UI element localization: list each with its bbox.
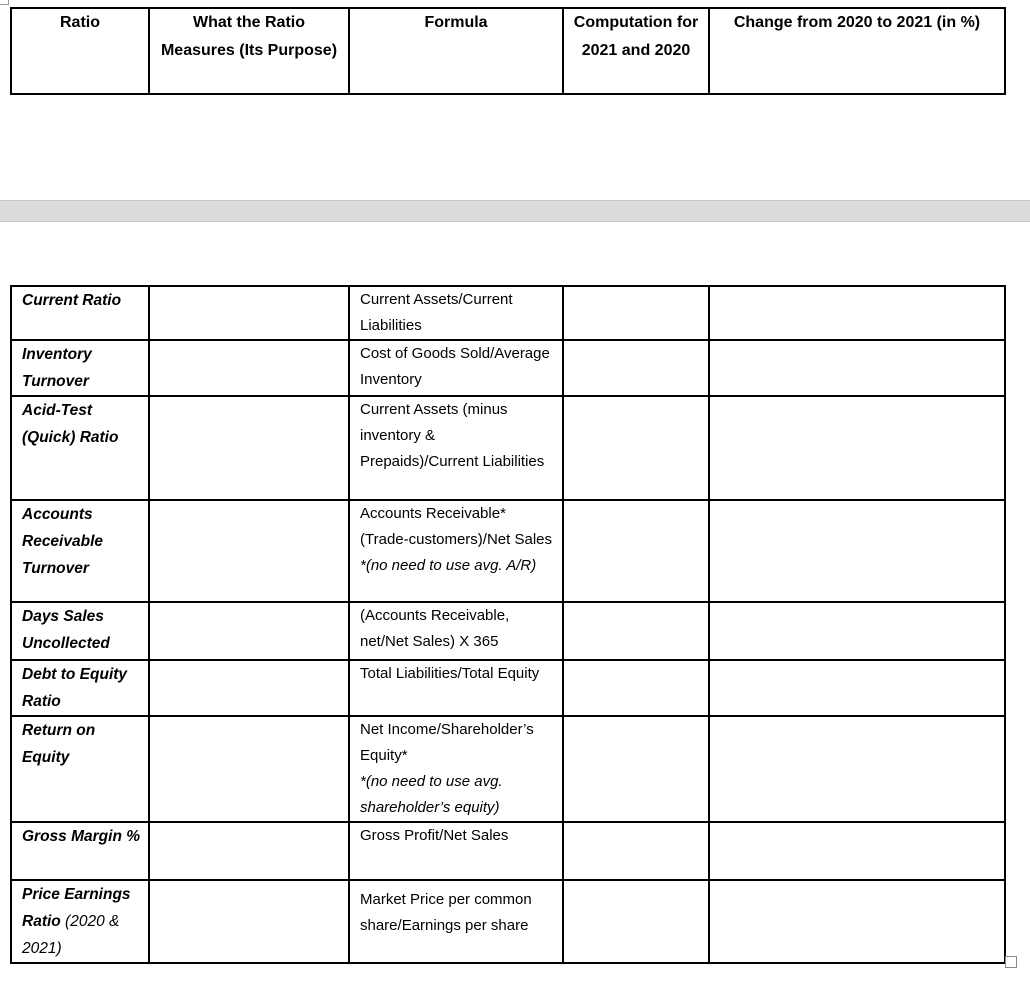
computation-cell[interactable]	[563, 602, 709, 660]
purpose-cell[interactable]	[149, 500, 349, 602]
formula-text: Cost of Goods Sold/Average Inventory	[360, 345, 550, 388]
purpose-cell[interactable]	[149, 660, 349, 716]
change-cell[interactable]	[709, 716, 1005, 822]
change-cell[interactable]	[709, 602, 1005, 660]
header-row	[11, 8, 1005, 94]
ratio-name: Inventory Turnover	[22, 346, 92, 390]
ratio-name: Price Earnings Ratio	[22, 886, 131, 930]
formula-cell[interactable]	[349, 340, 563, 396]
header-computation[interactable]: Computation for 2021 and 2020	[563, 8, 709, 94]
formula-text: Current Assets (minus inventory & Prepaids)/Current Liabilities	[360, 401, 545, 470]
formula-text: (Accounts Receivable, net/Net Sales) X 365	[360, 607, 510, 650]
table-row	[11, 716, 1005, 822]
header-ratio[interactable]: Ratio	[11, 8, 149, 94]
computation-cell[interactable]	[563, 340, 709, 396]
table-row	[11, 500, 1005, 602]
formula-text: Market Price per common share/Earnings per share	[360, 891, 532, 934]
computation-cell[interactable]	[563, 822, 709, 880]
formula-note: *(no need to use avg. A/R)	[360, 557, 537, 574]
header-table	[10, 7, 1006, 95]
ratio-name: Accounts Receivable Turnover	[22, 506, 103, 577]
formula-cell[interactable]	[349, 660, 563, 716]
change-cell[interactable]	[709, 660, 1005, 716]
ratio-cell[interactable]	[11, 340, 149, 396]
formula-text: Current Assets/Current Liabilities	[360, 291, 513, 334]
page-break-bar	[0, 200, 1030, 222]
table-row	[11, 286, 1005, 340]
formula-cell[interactable]	[349, 396, 563, 500]
formula-text: Gross Profit/Net Sales	[360, 827, 509, 844]
ratio-cell[interactable]	[11, 396, 149, 500]
purpose-cell[interactable]	[149, 822, 349, 880]
ratio-name: Gross Margin %	[22, 828, 140, 845]
ratio-table	[10, 285, 1006, 964]
header-purpose[interactable]: What the Ratio Measures (Its Purpose)	[149, 8, 349, 94]
header-change[interactable]: Change from 2020 to 2021 (in %)	[709, 8, 1005, 94]
purpose-cell[interactable]	[149, 286, 349, 340]
ratio-name: Debt to Equity Ratio	[22, 666, 128, 710]
formula-text: Total Liabilities/Total Equity	[360, 665, 540, 682]
table-row	[11, 880, 1005, 963]
ratio-cell[interactable]	[11, 602, 149, 660]
purpose-cell[interactable]	[149, 880, 349, 963]
formula-cell[interactable]	[349, 880, 563, 963]
ratio-cell[interactable]	[11, 880, 149, 963]
ratio-name: Current Ratio	[22, 292, 122, 309]
purpose-cell[interactable]	[149, 396, 349, 500]
ratio-name: Days Sales Uncollected	[22, 608, 110, 652]
computation-cell[interactable]	[563, 286, 709, 340]
table-row	[11, 602, 1005, 660]
table-row	[11, 822, 1005, 880]
ratio-suffix: (2020 & 2021)	[22, 913, 120, 957]
change-cell[interactable]	[709, 822, 1005, 880]
formula-note: *(no need to use avg. shareholder’s equity)	[360, 773, 503, 816]
change-cell[interactable]	[709, 500, 1005, 602]
formula-cell[interactable]	[349, 822, 563, 880]
formula-text: Net Income/Shareholder’s Equity*	[360, 721, 534, 764]
formula-cell[interactable]	[349, 286, 563, 340]
formula-text: Accounts Receivable* (Trade-customers)/Net Sales	[360, 505, 552, 548]
change-cell[interactable]	[709, 880, 1005, 963]
change-cell[interactable]	[709, 396, 1005, 500]
formula-cell[interactable]	[349, 602, 563, 660]
page-corner-mark	[0, 0, 9, 5]
change-cell[interactable]	[709, 286, 1005, 340]
ratio-cell[interactable]	[11, 660, 149, 716]
computation-cell[interactable]	[563, 500, 709, 602]
table-row	[11, 660, 1005, 716]
ratio-cell[interactable]	[11, 286, 149, 340]
ratio-cell[interactable]	[11, 822, 149, 880]
formula-cell[interactable]	[349, 716, 563, 822]
formula-cell[interactable]	[349, 500, 563, 602]
table-row	[11, 396, 1005, 500]
header-formula[interactable]: Formula	[349, 8, 563, 94]
ratio-cell[interactable]	[11, 716, 149, 822]
ratio-cell[interactable]	[11, 500, 149, 602]
change-cell[interactable]	[709, 340, 1005, 396]
resize-handle[interactable]	[1005, 956, 1017, 968]
computation-cell[interactable]	[563, 716, 709, 822]
ratio-name: Return on Equity	[22, 722, 96, 766]
computation-cell[interactable]	[563, 396, 709, 500]
purpose-cell[interactable]	[149, 340, 349, 396]
computation-cell[interactable]	[563, 660, 709, 716]
purpose-cell[interactable]	[149, 602, 349, 660]
purpose-cell[interactable]	[149, 716, 349, 822]
table-row	[11, 340, 1005, 396]
computation-cell[interactable]	[563, 880, 709, 963]
ratio-name: Acid-Test (Quick) Ratio	[22, 402, 119, 446]
